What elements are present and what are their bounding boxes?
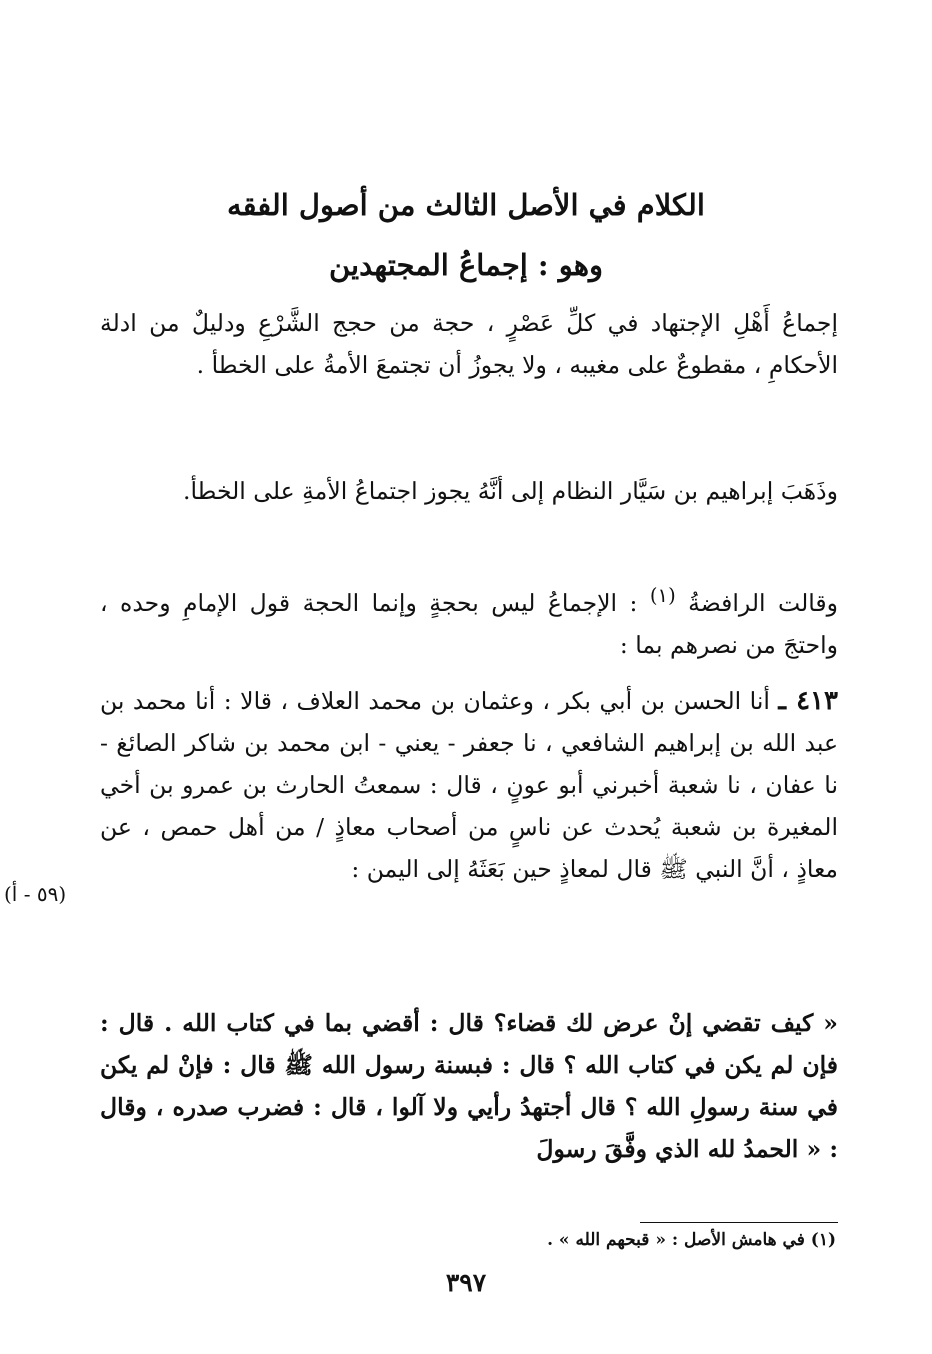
paragraph-rafida-view bbox=[100, 575, 838, 666]
footnote-divider bbox=[640, 1222, 838, 1223]
paragraph-text: وذَهَبَ إبراهيم بن سَيَّار النظام إلى أنَّهُ يجوز اجتماعُ الأمةِ على الخطأ. bbox=[183, 477, 838, 505]
chapter-title: الكلام في الأصل الثالث من أصول الفقه bbox=[227, 188, 705, 222]
hadith-number: ٤١٣ ـ bbox=[778, 686, 838, 716]
footnote-marker: (١) bbox=[649, 584, 676, 607]
chapter-subtitle: وهو : إجماعُ المجتهدين bbox=[328, 248, 604, 282]
paragraph-text-end: : الإجماعُ ليس بحجةٍ وإنما الحجة قول الإمامِ وحده ، واحتجَ من نصرهم بما : bbox=[100, 588, 838, 659]
hadith-text: أنا الحسن بن أبي بكر ، وعثمان بن محمد العلاف ، قالا : أنا محمد بن عبد الله بن إبراهيم الشافعي ، نا جعفر - يعني - ابن محمد بن شاكر الصائغ - نا عفان ، نا شعبة أخبرني أبو عونٍ ، قال : سمعتُ الحارث بن عمرو بن أخي المغيرة بن شعبة يُحدث عن ناسٍ من أصحاب معاذٍ / من أهل حمص ، عن معاذٍ ، أنَّ النبي ﷺ قال لمعاذٍ حين بَعَثَهُ إلى اليمن : bbox=[100, 687, 838, 883]
paragraph-text-start: وقالت الرافضةُ bbox=[688, 588, 838, 617]
page-number: ٣٩٧ bbox=[445, 1268, 487, 1297]
footnote: (١) في هامش الأصل : « قبحهم الله » . bbox=[547, 1230, 836, 1250]
paragraph-consensus-definition bbox=[100, 302, 838, 386]
manuscript-folio-marker: (٥٩ - أ) bbox=[4, 882, 67, 906]
paragraph-hadith-chain bbox=[100, 680, 838, 890]
paragraph-hadith-quote bbox=[100, 1002, 838, 1170]
paragraph-text: إجماعُ أَهْلِ الإجتهاد في كلِّ عَصْرٍ ، حجة من حجج الشَّرْعِ ودليلٌ من ادلة الأحكامِ ، مقطوعٌ على مغيبه ، ولا يجوزُ أن تجتمعَ الأمةُ على الخطأ . bbox=[100, 309, 838, 379]
paragraph-text: « كيف تقضي إنْ عرض لك قضاء؟ قال : أقضي بما في كتاب الله . قال : فإن لم يكن في كتاب الله ؟ قال : فبسنة رسول الله ﷺ قال : فإنْ لم يكن في سنة رسولِ الله ؟ قال أجتهدُ رأيي ولا آلوا ، قال : فضرب صدره ، وقال : « الحمدُ لله الذي وفَّقَ رسولَ bbox=[100, 1009, 838, 1163]
paragraph-nazzam-view bbox=[100, 470, 838, 512]
